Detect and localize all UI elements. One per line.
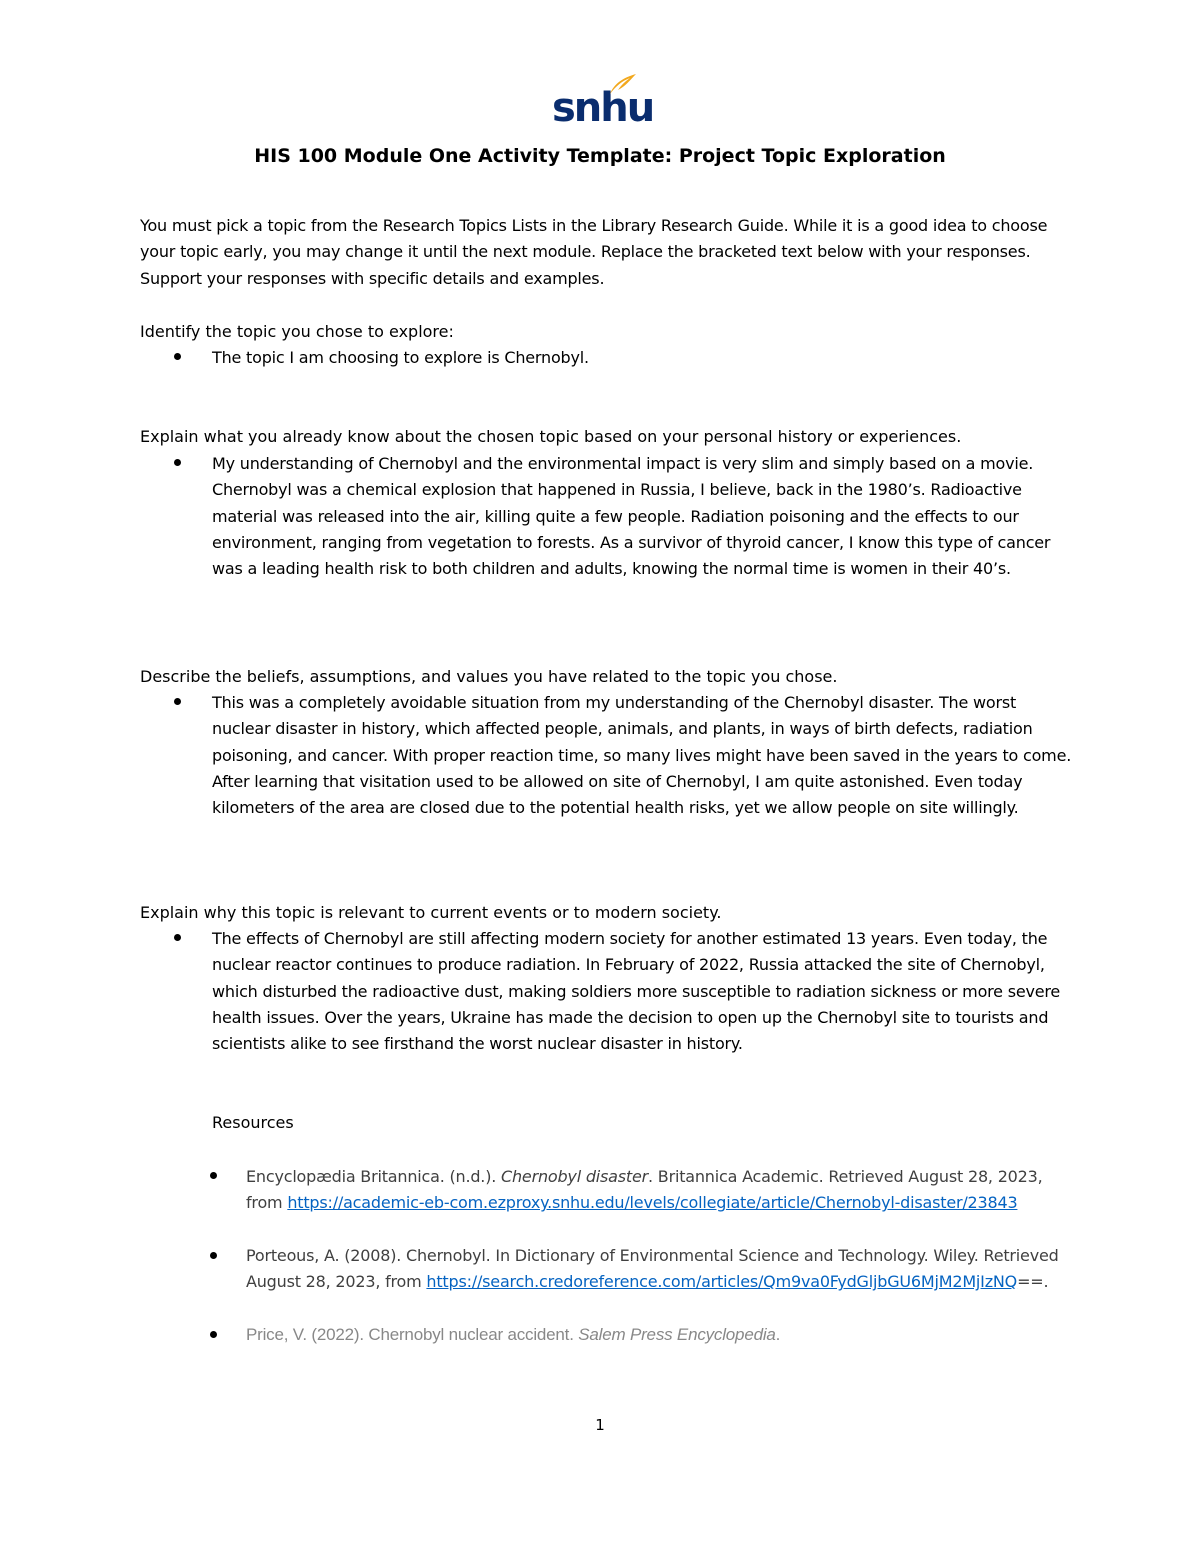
intro-paragraph: You must pick a topic from the Research Topics Lists in the Library Research Guide. While it is a good idea to choose your topic early, you may change it until the next module. Replace the bracketed text below with your responses. Support your responses with specific details and examples. (140, 216, 1048, 288)
reference-link[interactable]: https://search.credoreference.com/articles/Qm9va0FydGljbGU6MjM2MjIzNQ (426, 1272, 1018, 1292)
page-number: 1 (595, 1416, 605, 1434)
section-4-answer: The effects of Chernobyl are still affecting modern society for another estimated 13 years. Even today, the nuclear reactor continues to produce radiation. In February of 2022, Russia attacked the site of Chernobyl, which disturbed the radioactive dust, making soldiers more susceptible to radiation sickness or more severe health issues. Over the years, Ukraine has made the decision to open up the Chernobyl site to tourists and scientists alike to see firsthand the worst nuclear disaster in history. (212, 929, 1061, 1054)
bullet-icon (174, 353, 181, 360)
reference-item (246, 1243, 1066, 1296)
snhu-logo (552, 72, 654, 134)
bullet-icon (210, 1252, 217, 1259)
section-3-prompt: Describe the beliefs, assumptions, and values you have related to the topic you chose. (140, 667, 838, 686)
reference-title: Salem Press Encyclopedia (578, 1325, 776, 1344)
section-2-answer: My understanding of Chernobyl and the environmental impact is very slim and simply based on a movie. Chernobyl was a chemical explosion that happened in Russia, I believe, back in the 1980’s. Radioactive material was released into the air, killing quite a few people. Radiation poisoning and the effects to our environment, ranging from vegetation to forests. As a survivor of thyroid cancer, I know this type of cancer was a leading health risk to both children and adults, knowing the normal time is women in their 40’s. (212, 454, 1051, 579)
section-4-prompt: Explain why this topic is relevant to current events or to modern society. (140, 903, 722, 922)
reference-link[interactable]: https://academic-eb-com.ezproxy.snhu.edu/levels/collegiate/article/Chernobyl-disaster/23843 (287, 1193, 1018, 1213)
section-2-prompt: Explain what you already know about the chosen topic based on your personal history or experiences. (140, 427, 962, 446)
logo-wordmark: snhu (552, 85, 654, 131)
bullet-icon (174, 698, 181, 705)
bullet-icon (174, 459, 181, 466)
section-1-prompt: Identify the topic you chose to explore: (140, 322, 454, 341)
bullet-icon (210, 1331, 217, 1338)
document-title: HIS 100 Module One Activity Template: Project Topic Exploration (254, 145, 946, 167)
reference-text: Encyclopædia Britannica. (n.d.). (246, 1167, 502, 1186)
reference-text: Porteous, A. (2008). Chernobyl. In Dictionary of Environmental Science and Technology. Wiley. Retrieved August 28, 2023, from (246, 1246, 1059, 1292)
reference-title: Chernobyl disaster (501, 1167, 649, 1186)
section-1-answer: The topic I am choosing to explore is Chernobyl. (212, 348, 589, 367)
resources-heading: Resources (212, 1113, 294, 1132)
reference-text: . (775, 1325, 781, 1344)
flame-icon (608, 72, 638, 96)
reference-text: ==. (1017, 1272, 1049, 1292)
bullet-icon (174, 934, 181, 941)
reference-text: Price, V. (2022). Chernobyl nuclear accident. (246, 1325, 579, 1344)
reference-item (246, 1322, 1066, 1348)
section-3-answer: This was a completely avoidable situation from my understanding of the Chernobyl disaster. The worst nuclear disaster in history, which affected people, animals, and plants, in ways of birth defects, radiation poisoning, and cancer. With proper reaction time, so many lives might have been saved in the years to come. After learning that visitation used to be allowed on site of Chernobyl, I am quite astonished. Even today kilometers of the area are closed due to the potential health risks, yet we allow people on site willingly. (212, 693, 1072, 818)
bullet-icon (210, 1172, 217, 1179)
reference-item (246, 1164, 1066, 1217)
reference-text: . Britannica Academic. Retrieved August 28, 2023, from (246, 1167, 1043, 1213)
